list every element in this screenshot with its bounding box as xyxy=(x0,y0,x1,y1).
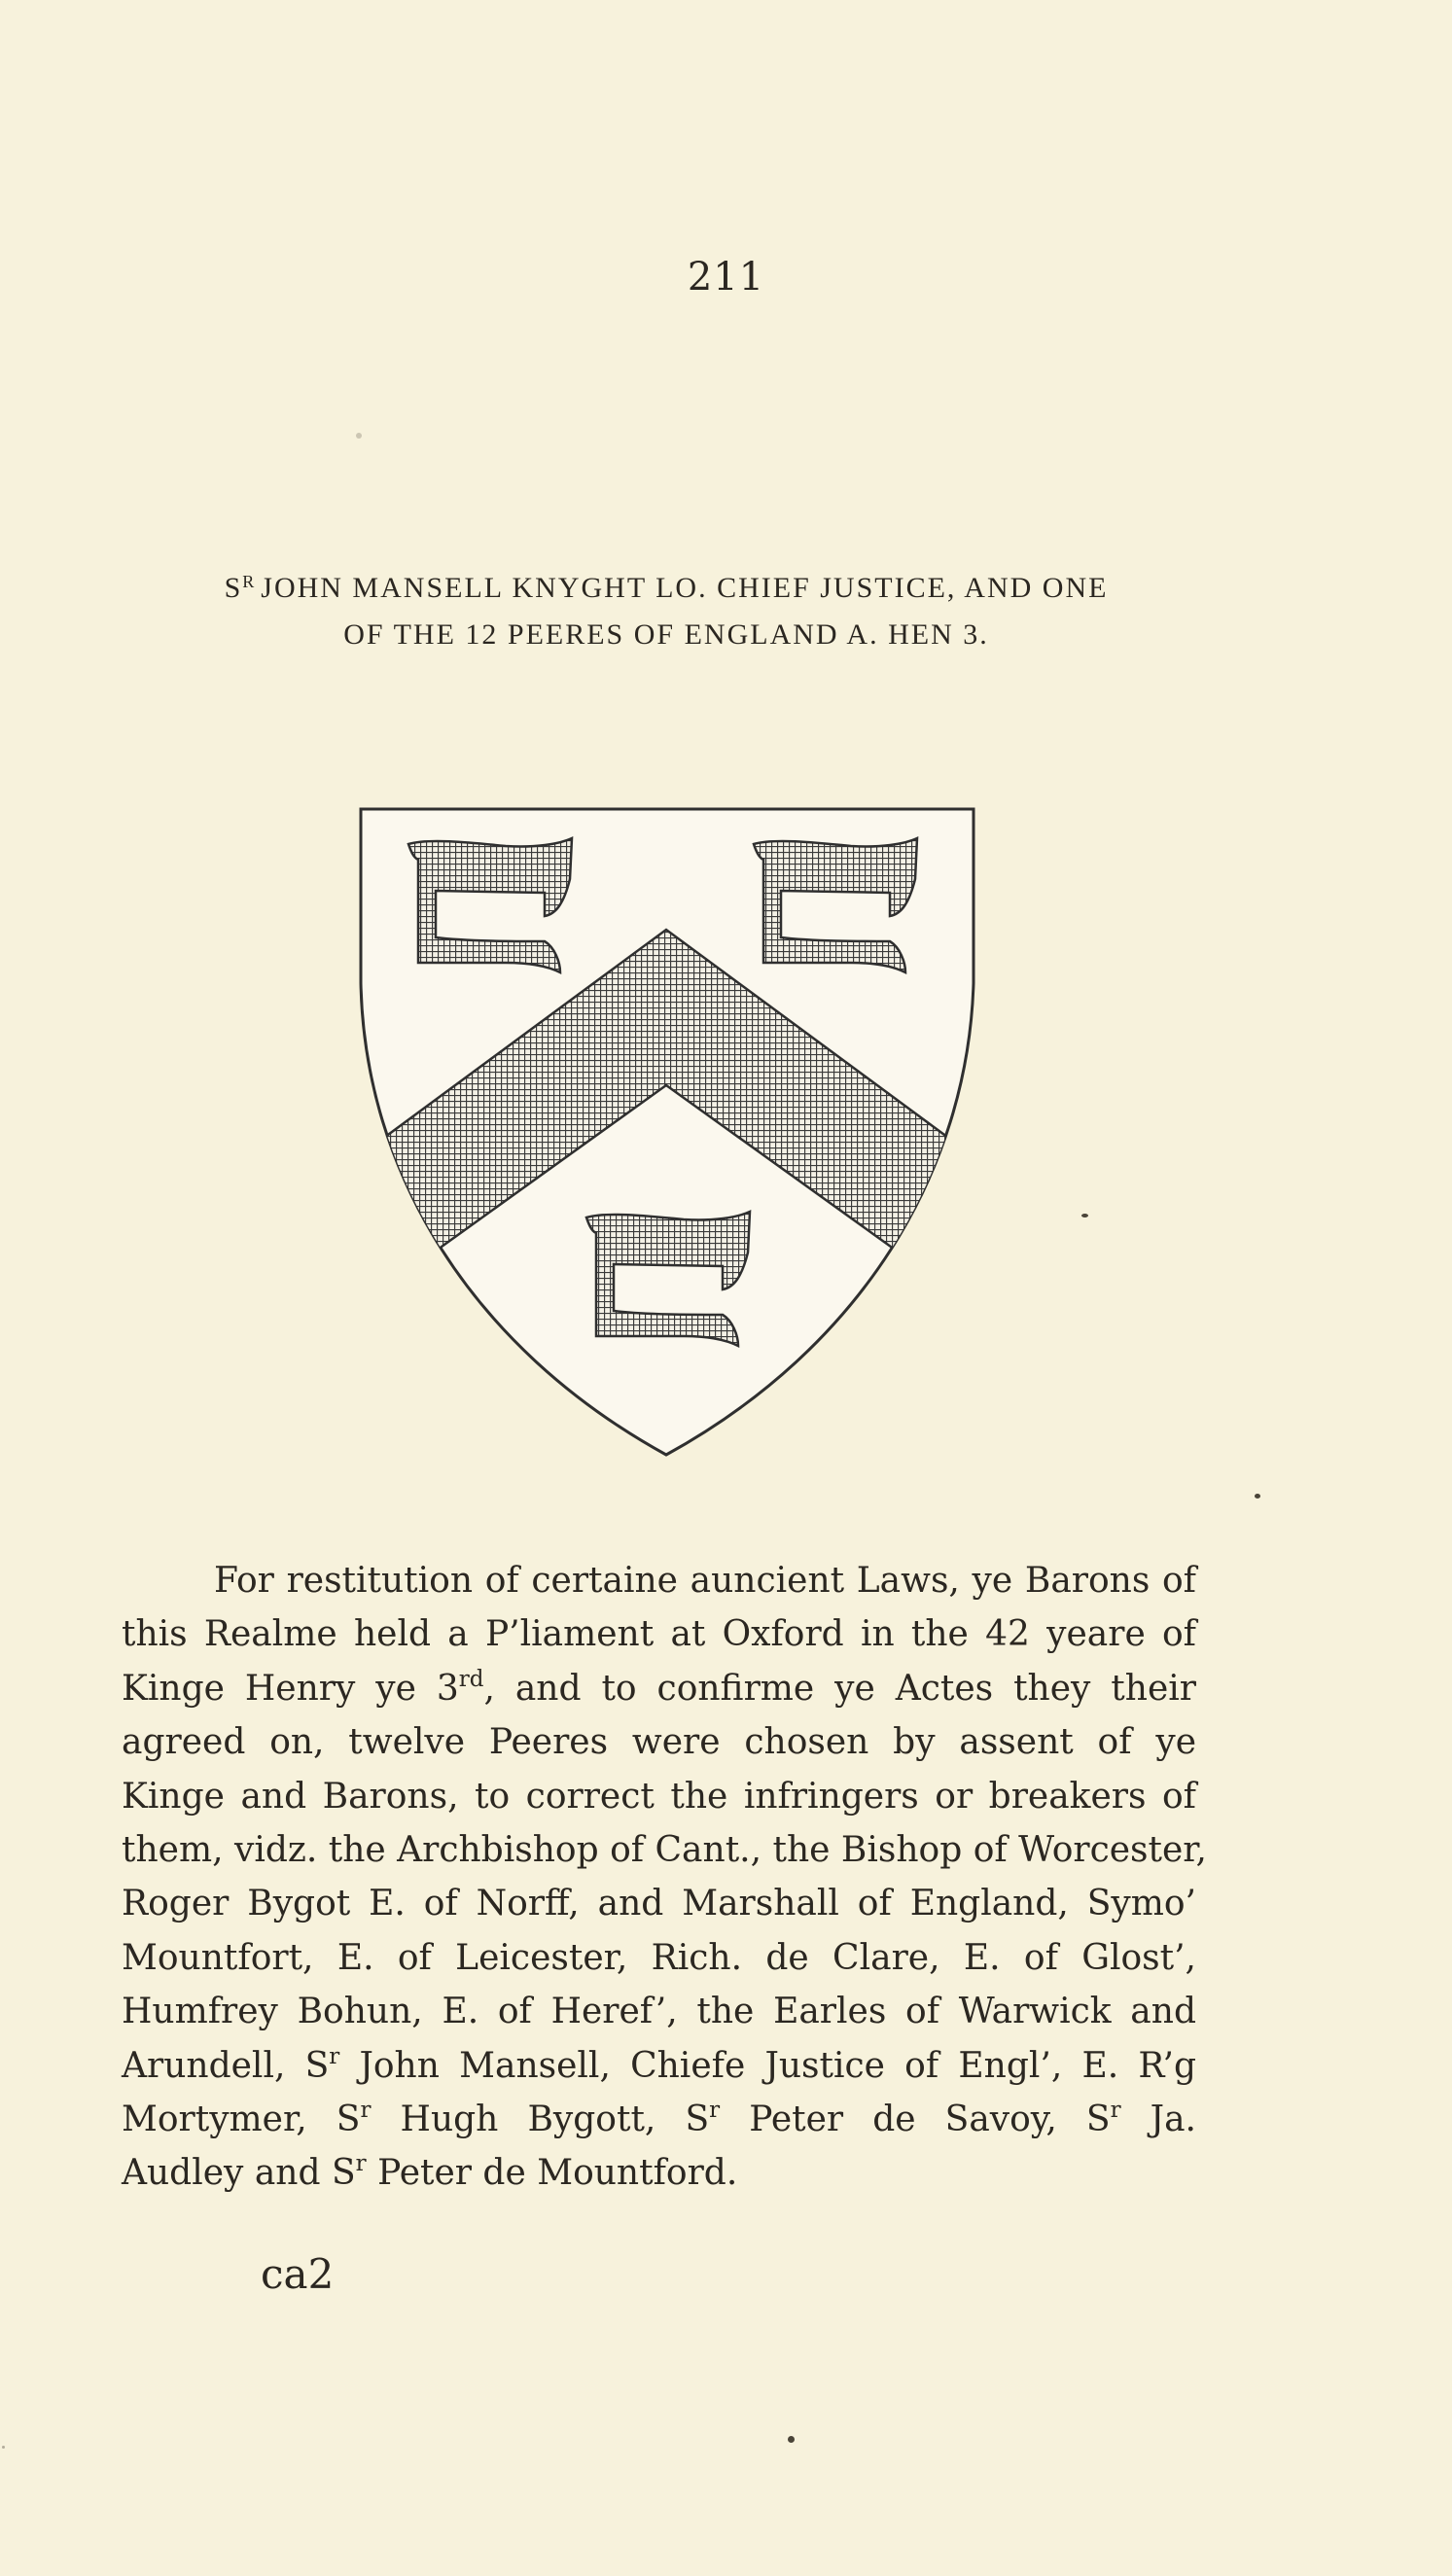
title-line-1 xyxy=(122,558,1211,612)
body-line: Humfrey Bohun, E. of Heref’, the Earles of Warwick and xyxy=(122,1992,1196,2032)
title-prefix-s: S xyxy=(224,572,243,604)
superscript: r xyxy=(709,2098,721,2124)
paper-speck xyxy=(788,2436,795,2443)
body-text-fragment: Audley and S xyxy=(122,2153,356,2194)
title-line-2: OF THE 12 PEERES OF ENGLAND A. HEN 3. xyxy=(343,618,989,651)
body-line: Mountfort, E. of Leicester, Rich. de Clare, E. of Glost’, xyxy=(122,1937,1196,1978)
page-number: 211 xyxy=(687,255,765,300)
body-text-fragment: Ja. xyxy=(1120,2100,1196,2140)
paper-speck xyxy=(356,433,362,439)
body-text-fragment: Hugh Bygott, S xyxy=(371,2100,710,2140)
superscript: r xyxy=(355,2151,367,2177)
body-line: agreed on, twelve Peeres were chosen by assent of ye xyxy=(122,1722,1196,1763)
body-line xyxy=(122,2093,1196,2146)
superscript: r xyxy=(360,2098,372,2124)
body-text-fragment: John Mansell, Chiefe Justice of Engl’, E. R’g xyxy=(339,2045,1196,2086)
body-text-fragment: Mortymer, S xyxy=(122,2100,361,2140)
page-title xyxy=(122,558,1211,658)
body-line xyxy=(122,2146,1196,2200)
body-line xyxy=(122,1662,1196,1715)
body-paragraph xyxy=(122,1554,1207,2201)
body-line xyxy=(122,2039,1196,2093)
body-text-fragment: Peter de Savoy, S xyxy=(720,2100,1111,2140)
superscript: r xyxy=(1110,2098,1121,2124)
body-line: this Realme held a P’liament at Oxford in the 42 yeare of xyxy=(122,1614,1196,1655)
coat-of-arms-shield xyxy=(355,803,977,1464)
signature-mark: ca2 xyxy=(261,2250,335,2298)
body-line: Kinge and Barons, to correct the infringers or breakers of xyxy=(122,1776,1196,1817)
paper-speck xyxy=(2,2446,5,2449)
body-line: them, vidz. the Archbishop of Cant., the Bishop of Worcester, xyxy=(122,1830,1207,1871)
body-text-fragment: , and to confirme ye Actes they their xyxy=(483,1668,1196,1709)
body-line: For restitution of certaine auncient Laws, ye Barons of xyxy=(214,1561,1196,1601)
superscript: r xyxy=(329,2043,340,2069)
body-line: Roger Bygot E. of Norff, and Marshall of England, Symo’ xyxy=(122,1884,1196,1924)
superscript: rd xyxy=(458,1666,484,1692)
body-text-fragment: Arundell, S xyxy=(122,2045,330,2086)
title-prefix-r: R xyxy=(242,572,256,591)
body-text-fragment: Peter de Mountford. xyxy=(366,2153,738,2194)
body-text-fragment: Kinge Henry ye 3 xyxy=(122,1668,459,1709)
paper-speck xyxy=(1081,1214,1088,1217)
title-line-1-text: JOHN MANSELL KNYGHT LO. CHIEF JUSTICE, AND ONE xyxy=(261,572,1109,604)
paper-speck xyxy=(1255,1494,1260,1499)
